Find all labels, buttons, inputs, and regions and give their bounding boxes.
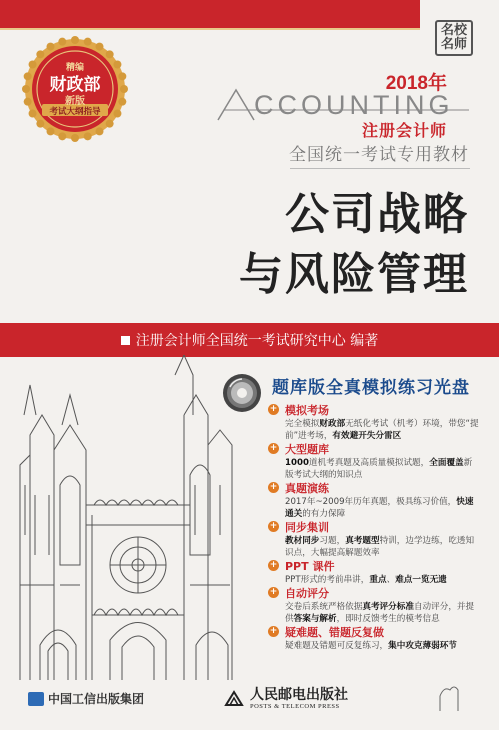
plus-icon: + [269,587,278,597]
publisher-group [28,690,144,707]
plus-icon: + [269,443,278,453]
feature-head: 模拟考场 [285,403,329,417]
plus-icon: + [269,560,278,570]
feature-head: 真题演练 [285,481,329,495]
press-name-cn: 人民邮电出版社 [250,687,348,703]
plus-icon: + [269,626,278,636]
edition-year: 2018年 [385,73,447,94]
plus-icon: + [269,404,278,414]
badge-mid: 新版 [65,96,85,107]
feature-sync-training [270,519,480,559]
cathedral-illustration [0,355,240,685]
feature-question-bank [270,441,480,481]
author-band [0,323,499,357]
publisher-group-icon [28,692,44,706]
feature-desc: 交卷后系统严格依据真考评分标准自动评分，并提供答案与解析，即时反馈考生的模考信息 [285,602,475,624]
bullet-square [121,336,130,345]
badge-main: 财政部 [49,75,101,95]
badge-top: 精编 [65,63,84,73]
feature-desc: PPT形式的考前串讲，重点、难点一览无遗 [285,575,447,585]
feature-desc: 完全模拟财政部无纸化考试（机考）环境，带您“提前”进考场，有效避开失分雷区 [285,419,479,441]
brand-logo [435,20,473,56]
feature-past-papers [270,480,480,520]
logo-line-2: 名师 [440,37,467,52]
feature-head: 疑难题、错题反复做 [285,625,384,639]
feature-head: 同步集训 [285,520,329,534]
disc-title: 题库版全真模拟练习光盘 [272,378,470,398]
feature-mock-exam [270,402,480,442]
accounting-text: CCOUNTING [254,90,454,120]
exam-subtitle: 全国统一考试专用教材 [289,145,469,165]
accounting-wordmark [214,88,474,122]
feature-ppt [270,558,480,586]
press-logo-icon [224,689,244,709]
author-text: 注册会计师全国统一考试研究中心 编著 [135,333,379,349]
top-red-strip [0,0,420,28]
bird-sketch-icon [430,676,480,716]
feature-desc: 疑难题及错题可反复练习，集中攻克薄弱环节 [285,641,457,651]
book-title-line-2: 与风险管理 [239,249,469,300]
feature-desc: 教材同步习题，真考题型特训，边学边练，吃透知识点，大幅提高解题效率 [285,536,475,558]
cd-disc-icon [222,373,262,413]
publisher-press [224,688,348,710]
feature-head: 大型题库 [285,442,329,456]
top-gold-line [0,28,420,30]
feature-desc: 1000道机考真题及高质量模拟试题，全面覆盖新版考试大纲的知识点 [285,458,473,480]
title-divider [290,168,470,169]
plus-icon: + [269,521,278,531]
badge-bottom: 考试大纲指导 [49,107,101,117]
feature-head: 自动评分 [285,586,329,600]
feature-desc: 2017年~2009年历年真题，极具练习价值，快速通关的有力保障 [285,497,474,519]
plus-icon: + [269,482,278,492]
cpa-label: 注册会计师 [361,121,447,140]
press-name-en: POSTS & TELECOM PRESS [250,703,340,710]
feature-error-review [270,624,480,652]
publisher-group-name: 中国工信出版集团 [48,692,145,706]
exam-badge [22,36,128,142]
logo-line-1: 名校 [440,23,467,38]
feature-auto-scoring [270,585,480,625]
feature-head: PPT 课件 [285,559,335,573]
book-title-line-1: 公司战略 [285,189,469,240]
